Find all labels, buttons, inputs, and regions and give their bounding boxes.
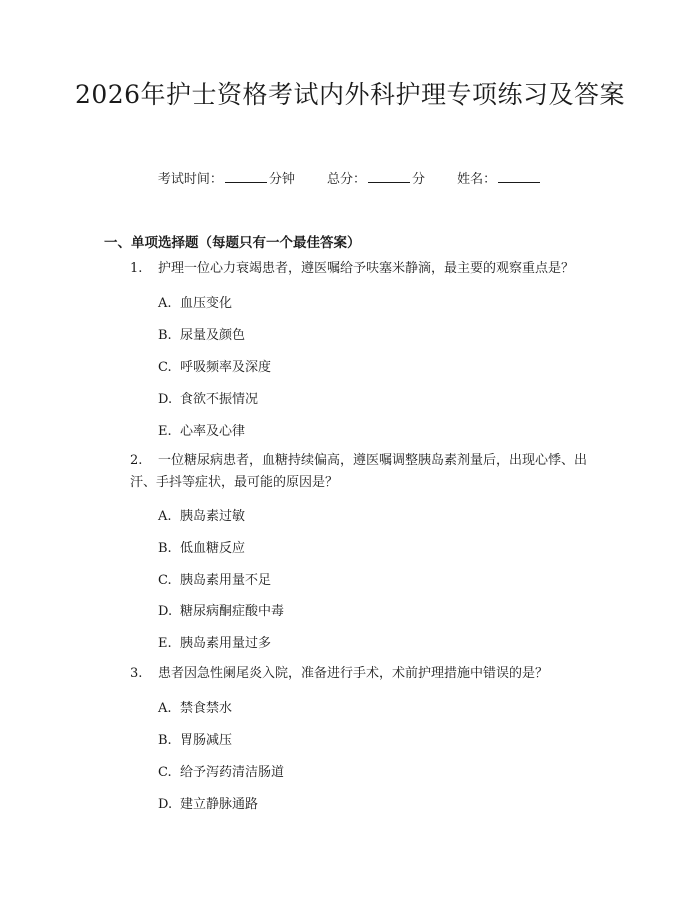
- option-text: 血压变化: [180, 296, 233, 311]
- question-number: 1.: [130, 261, 143, 276]
- option-letter: A.: [158, 509, 172, 524]
- option-text: 胰岛素过敏: [180, 509, 246, 524]
- question-3: [130, 663, 608, 685]
- section-heading: 一、单项选择题（每题只有一个最佳答案）: [104, 235, 361, 251]
- option-letter: B.: [158, 541, 172, 556]
- question-text: 护理一位心力衰竭患者，遵医嘱给予呋塞米静滴，最主要的观察重点是？: [158, 261, 575, 276]
- name-blank: [498, 172, 540, 183]
- option-text: 胰岛素用量不足: [180, 573, 272, 588]
- option-1e: [158, 420, 245, 439]
- option-letter: C.: [158, 765, 172, 780]
- option-letter: B.: [158, 733, 172, 748]
- option-letter: A.: [158, 701, 172, 716]
- option-1c: [158, 356, 271, 375]
- option-letter: D.: [158, 797, 173, 812]
- option-2e: [158, 632, 271, 651]
- total-score-label: 总分：: [326, 172, 366, 187]
- question-text: 一位糖尿病患者，血糖持续偏高，遵医嘱调整胰岛素剂量后，出现心悸、出汗、手抖等症状，最可能的原因是？: [130, 453, 588, 490]
- option-letter: E.: [158, 636, 172, 651]
- option-text: 呼吸频率及深度: [180, 360, 272, 375]
- option-letter: B.: [158, 328, 172, 343]
- option-1a: [158, 292, 232, 311]
- question-number: 2.: [130, 453, 143, 468]
- exam-time-blank: [225, 172, 267, 183]
- option-letter: D.: [158, 392, 173, 407]
- option-text: 禁食禁水: [180, 701, 233, 716]
- option-text: 糖尿病酮症酸中毒: [180, 604, 285, 619]
- question-1: [130, 258, 608, 280]
- exam-info-line: [0, 168, 700, 187]
- name-label: 姓名：: [457, 172, 497, 187]
- option-2a: [158, 505, 245, 524]
- option-3a: [158, 697, 232, 716]
- question-2: [130, 450, 608, 494]
- option-letter: A.: [158, 296, 172, 311]
- option-2b: [158, 537, 245, 556]
- option-1d: [158, 388, 258, 407]
- option-text: 胰岛素用量过多: [180, 636, 272, 651]
- option-3b: [158, 729, 232, 748]
- option-letter: C.: [158, 360, 172, 375]
- option-letter: D.: [158, 604, 173, 619]
- option-3c: [158, 761, 284, 780]
- option-text: 心率及心律: [180, 424, 246, 439]
- option-3d: [158, 793, 258, 812]
- option-text: 胃肠减压: [180, 733, 233, 748]
- option-text: 建立静脉通路: [180, 797, 259, 812]
- option-2d: [158, 600, 284, 619]
- question-number: 3.: [130, 666, 143, 681]
- exam-time-field: [158, 172, 295, 187]
- total-score-blank: [368, 172, 410, 183]
- option-text: 给予泻药清洁肠道: [180, 765, 285, 780]
- option-letter: E.: [158, 424, 172, 439]
- exam-time-label: 考试时间：: [157, 172, 223, 187]
- name-field: [457, 172, 542, 187]
- option-text: 尿量及颜色: [180, 328, 246, 343]
- option-1b: [158, 324, 245, 343]
- option-text: 低血糖反应: [180, 541, 246, 556]
- total-score-field: [327, 172, 425, 187]
- document-title: 2026年护士资格考试内外科护理专项练习及答案: [74, 80, 626, 109]
- total-score-unit: 分: [412, 172, 426, 187]
- option-2c: [158, 569, 271, 588]
- exam-time-unit: 分钟: [268, 172, 295, 187]
- option-text: 食欲不振情况: [180, 392, 259, 407]
- question-text: 患者因急性阑尾炎入院，准备进行手术，术前护理措施中错误的是？: [158, 666, 549, 681]
- option-letter: C.: [158, 573, 172, 588]
